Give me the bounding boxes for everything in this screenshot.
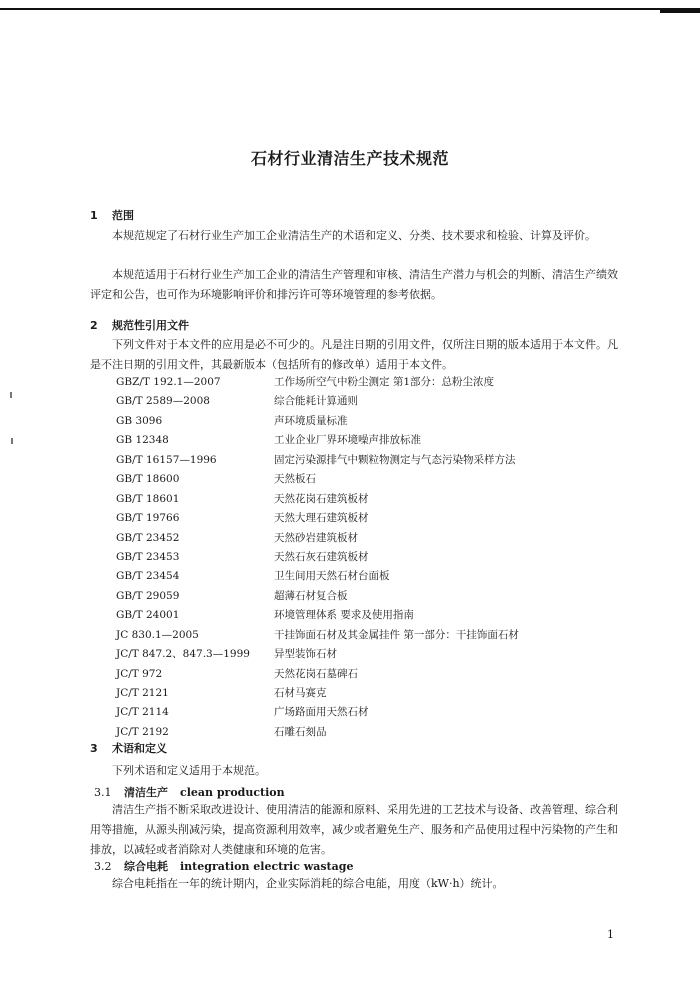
scan-mark [10, 392, 12, 398]
reference-row [116, 626, 519, 645]
reference-code: GB/T 2589—2008 [116, 395, 210, 408]
reference-row [116, 684, 519, 703]
reference-title: 异型装饰石材 [274, 648, 337, 661]
term-english: integration electric wastage [180, 860, 354, 873]
reference-title: 天然板石 [274, 473, 316, 486]
term-chinese: 清洁生产 [124, 786, 168, 799]
term-number: 3.1 [94, 786, 112, 799]
reference-code: JC/T 2114 [116, 706, 169, 719]
reference-row [116, 412, 519, 431]
reference-title: 广场路面用天然石材 [274, 706, 369, 719]
reference-row [116, 567, 519, 586]
section-3-heading [90, 740, 167, 756]
reference-row [116, 645, 519, 664]
section-title: 范围 [112, 209, 134, 222]
reference-title: 天然大理石建筑板材 [274, 512, 369, 525]
section-3-intro: 下列术语和定义适用于本规范。 [112, 764, 266, 777]
section-title: 规范性引用文件 [112, 319, 189, 332]
page-title: 石材行业清洁生产技术规范 [250, 149, 449, 168]
reference-row [116, 470, 519, 489]
section-1-paragraph-1: 本规范规定了石材行业生产加工企业清洁生产的术语和定义、分类、技术要求和检验、计算及评价。 [112, 229, 596, 242]
page-number: 1 [607, 928, 614, 941]
reference-title: 固定污染源排气中颗粒物测定与气态污染物采样方法 [274, 453, 516, 466]
reference-title: 天然砂岩建筑板材 [274, 531, 358, 544]
reference-title: 天然花岗石建筑板材 [274, 492, 369, 505]
reference-row [116, 529, 519, 548]
term-english: clean production [180, 786, 285, 799]
section-number: 1 [90, 209, 98, 222]
reference-title: 超薄石材复合板 [274, 589, 348, 602]
reference-title: 环境管理体系 要求及使用指南 [274, 609, 414, 622]
reference-row [116, 703, 519, 722]
reference-title: 干挂饰面石材及其金属挂件 第一部分：干挂饰面石材 [274, 628, 519, 641]
term-3-1-heading [94, 784, 285, 800]
reference-list [116, 373, 519, 742]
reference-code: GB/T 23454 [116, 570, 180, 583]
term-3-1-definition: 清洁生产指不断采取改进设计、使用清洁的能源和原料、采用先进的工艺技术与设备、改善管理、综合利用等措施，从源头削减污染，提高资源利用效率，减少或者避免生产、服务和产品使用过程中污染物的产生和排放，以减轻或者消除对人类健康和环境的危害。 [90, 803, 618, 856]
reference-title: 石雕石刻品 [274, 725, 327, 738]
reference-code: GBZ/T 192.1—2007 [116, 376, 221, 388]
section-2-intro: 下列文件对于本文件的应用是必不可少的。凡是注日期的引用文件，仅所注日期的版本适用于本文件。凡是不注日期的引用文件，其最新版本（包括所有的修改单）适用于本文件。 [90, 338, 618, 371]
reference-row [116, 490, 519, 509]
reference-title: 石材马赛克 [274, 687, 327, 699]
reference-code: GB/T 23453 [116, 550, 180, 563]
reference-row [116, 451, 519, 470]
reference-row [116, 509, 519, 528]
section-1-paragraph-2: 本规范适用于石材行业生产加工企业的清洁生产管理和审核、清洁生产潜力与机会的判断、清洁生产绩效评定和公告，也可作为环境影响评价和排污许可等环境管理的参考依据。 [90, 268, 618, 301]
reference-title: 综合能耗计算通则 [274, 395, 358, 408]
section-title: 术语和定义 [112, 742, 167, 755]
top-rule [0, 8, 700, 10]
section-number: 3 [90, 742, 98, 755]
reference-row [116, 392, 519, 411]
top-rule-accent [660, 10, 700, 13]
reference-code: GB/T 18601 [116, 492, 180, 505]
term-3-2-heading [94, 858, 353, 874]
reference-row [116, 548, 519, 567]
reference-row [116, 723, 519, 742]
reference-code: GB/T 19766 [116, 512, 180, 525]
reference-code: GB/T 16157—1996 [116, 453, 217, 466]
reference-title: 工作场所空气中粉尘测定 第1部分：总粉尘浓度 [274, 376, 495, 388]
section-1-heading [90, 207, 134, 223]
reference-code: GB/T 24001 [116, 609, 180, 622]
section-number: 2 [90, 319, 98, 332]
term-chinese: 综合电耗 [124, 860, 168, 873]
reference-code: JC/T 2121 [116, 687, 169, 699]
reference-title: 天然石灰石建筑板材 [274, 550, 369, 563]
reference-row [116, 587, 519, 606]
term-number: 3.2 [94, 860, 112, 873]
reference-code: GB 12348 [116, 434, 169, 447]
reference-code: JC/T 2192 [116, 725, 169, 738]
reference-code: JC 830.1—2005 [116, 628, 199, 641]
reference-title: 天然花岗石墓碑石 [274, 667, 358, 680]
scan-mark [11, 438, 13, 444]
reference-title: 声环境质量标准 [274, 414, 348, 427]
reference-row [116, 373, 519, 392]
reference-row [116, 665, 519, 684]
reference-code: JC/T 847.2、847.3—1999 [116, 648, 250, 661]
section-2-heading [90, 317, 189, 333]
reference-row [116, 431, 519, 450]
reference-code: GB/T 23452 [116, 531, 180, 544]
term-3-2-definition: 综合电耗指在一年的统计期内，企业实际消耗的综合电能，用度（kW·h）统计。 [112, 877, 504, 890]
reference-title: 工业企业厂界环境噪声排放标准 [274, 434, 421, 447]
reference-row [116, 606, 519, 625]
reference-code: GB/T 18600 [116, 473, 180, 486]
reference-title: 卫生间用天然石材台面板 [274, 570, 390, 583]
reference-code: GB/T 29059 [116, 589, 180, 602]
reference-code: GB 3096 [116, 414, 163, 427]
reference-code: JC/T 972 [116, 667, 163, 680]
